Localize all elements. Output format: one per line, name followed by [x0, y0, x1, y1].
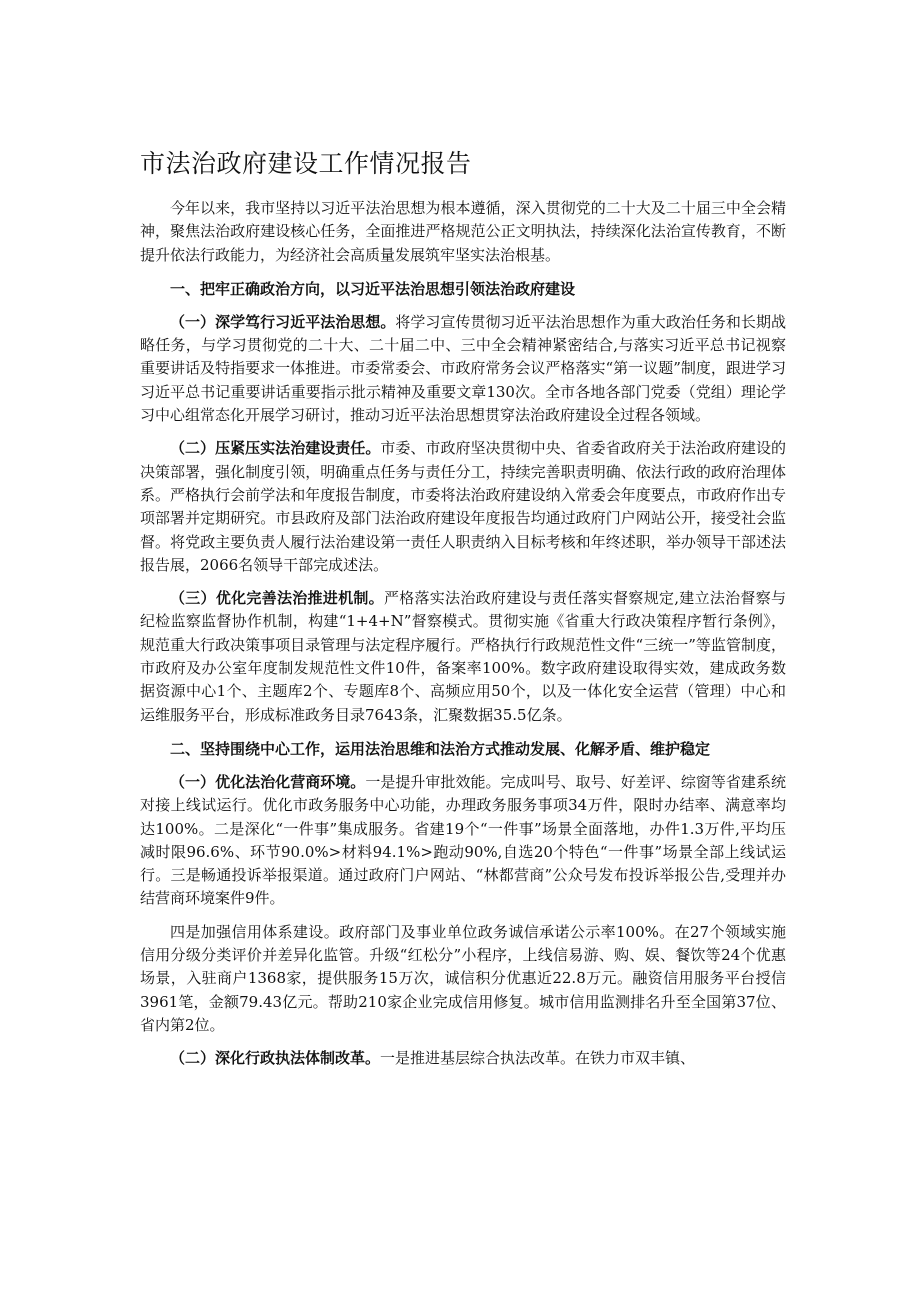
section-1-item-3 [140, 587, 786, 727]
section-1-item-3-lead: （三）优化完善法治推进机制。 [170, 589, 384, 608]
page-title: 市法治政府建设工作情况报告 [140, 149, 472, 178]
section-2-item-1-continued: 四是加强信用体系建设。政府部门及事业单位政务诚信承诺公示率100%。在27个领域实施信用分级分类评价并差异化监管。升级“红松分”小程序，上线信易游、购、娱、餐饮等24个优惠场景，入驻商户1368家，提供服务15万次，诚信积分优惠近22.8万元。融资信用服务平台授信3961笔，金额79.43亿元。帮助210家企业完成信用修复。城市信用监测排名升至全国第37位、省内第2位。 [140, 922, 786, 1034]
section-1-item-1-text: 将学习宣传贯彻习近平法治思想作为重大政治任务和长期战略任务，与学习贯彻党的二十大、二十届二中、三中全会精神紧密结合,与落实习近平总书记视察重要讲话及特指要求一体推进。市委常委会、市政府常务会议严格落实“第一议题”制度，跟进学习习近平总书记重要讲话重要指示批示精神及重要文章130次。全市各地各部门党委（党组）理论学习中心组常态化开展学习研讨，推动习近平法治思想贯穿法治政府建设全过程各领域。 [140, 312, 786, 425]
section-2-item-2 [140, 1047, 786, 1070]
section-2-item-2-text: 一是推进基层综合执法改革。在铁力市双丰镇、 [380, 1049, 696, 1068]
intro-paragraph: 今年以来，我市坚持以习近平法治思想为根本遵循，深入贯彻党的二十大及二十届三中全会精神，聚焦法治政府建设核心任务，全面推进严格规范公正文明执法，持续深化法治宣传教育，不断提升依法行政能力，为经济社会高质量发展筑牢坚实法治根基。 [140, 199, 786, 264]
section-2-item-1-lead: （一）优化法治化营商环境。 [170, 772, 366, 791]
section-2-item-1-text: 一是提升审批效能。完成叫号、取号、好差评、综窗等省建系统对接上线试运行。优化市政务服务中心功能，办理政务服务事项34万件，限时办结率、满意率均达100%。二是深化“一件事”集成服务。省建19个“一件事”场景全面落地，办件1.3万件,平均压减时限96.6%、环节90.0%>材料94.1%>跑动90%,自选20个特色“一件事”场景全部上线试运行。三是畅通投诉举报渠道。通过政府门户网站、“林都营商”公众号发布投诉举报公告,受理并办结营商环境案件9件。 [140, 772, 786, 908]
section-1-heading: 一、把牢正确政治方向，以习近平法治思想引领法治政府建设 [170, 279, 576, 298]
section-1-item-2 [140, 437, 786, 577]
section-1-item-2-lead: （二）压紧压实法治建设责任。 [170, 439, 381, 458]
section-1-item-1 [140, 311, 786, 427]
section-1-item-3-text: 严格落实法治政府建设与责任落实督察规定,建立法治督察与纪检监察监督协作机制，构建“1+4+N”督察模式。贯彻实施《省重大行政决策程序暂行条例》，规范重大行政决策事项目录管理与法定程序履行。严格执行行政规范性文件“三统一”等监管制度，市政府及办公室年度制发规范性文件10件，备案率100%。数字政府建设取得实效，建成政务数据资源中心1个、主题库2个、专题库8个、高频应用50个，以及一体化安全运营（管理）中心和运维服务平台，形成标准政务目录7643条，汇聚数据35.5亿条。 [140, 589, 786, 724]
section-2-item-2-lead: （二）深化行政执法体制改革。 [170, 1049, 381, 1068]
section-1-item-2-text: 市委、市政府坚决贯彻中央、省委省政府关于法治政府建设的决策部署，强化制度引领，明确重点任务与责任分工，持续完善职责明确、依法行政的政府治理体系。严格执行会前学法和年度报告制度，市委将法治政府建设纳入常委会年度要点，市政府作出专项部署并定期研究。市县政府及部门法治政府建设年度报告均通过政府门户网站公开，接受社会监督。将党政主要负责人履行法治建设第一责任人职责纳入目标考核和年终述职，举办领导干部述法报告展，2066名领导干部完成述法。 [140, 439, 786, 574]
section-2-item-1 [140, 771, 786, 911]
section-1-item-1-lead: （一）深学笃行习近平法治思想。 [170, 312, 396, 331]
section-2-heading: 二、坚持围绕中心工作，运用法治思维和法治方式推动发展、化解矛盾、维护稳定 [170, 739, 711, 758]
